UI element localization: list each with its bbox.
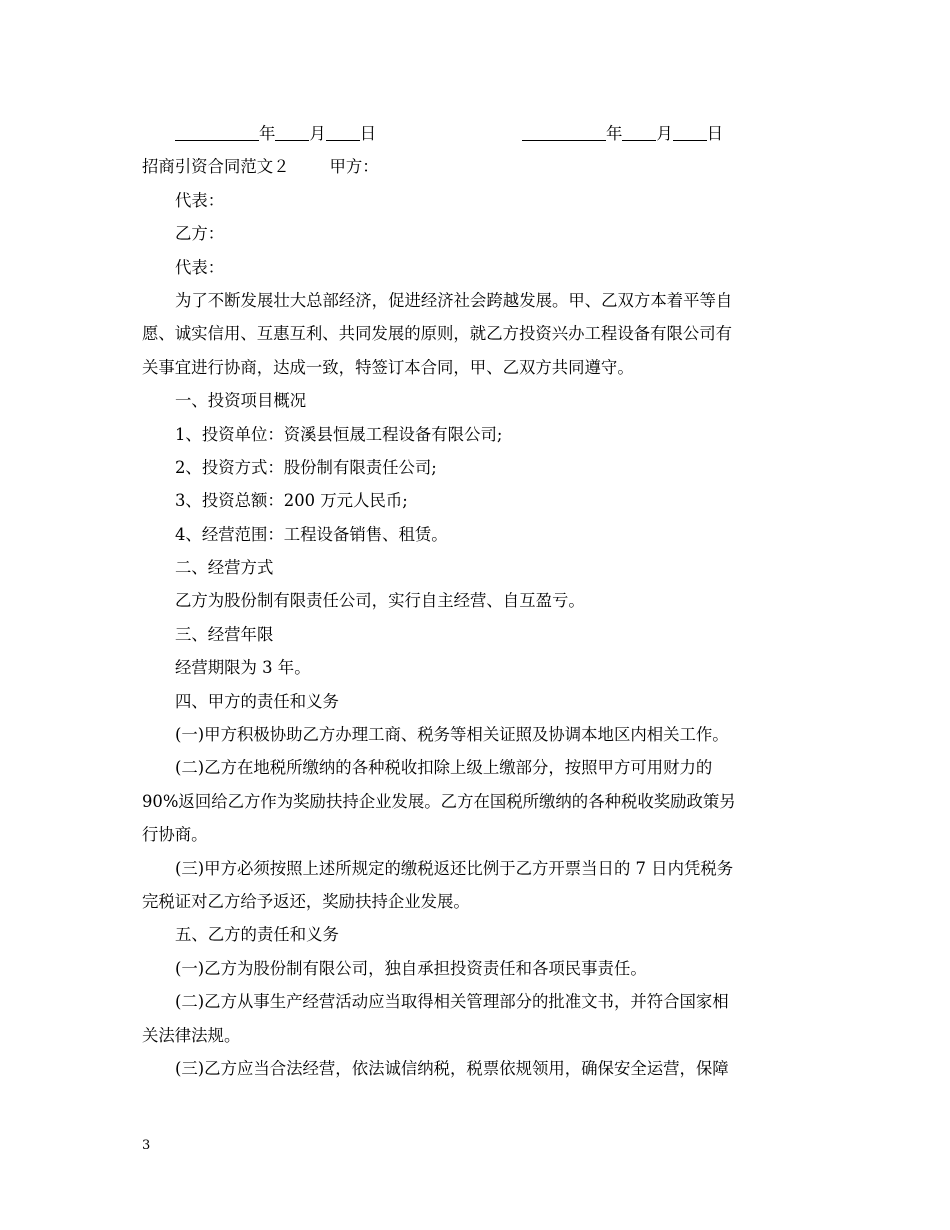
text-line: 四、甲方的责任和义务 <box>175 691 339 711</box>
day-label: 日 <box>706 124 724 143</box>
text-line: 一、投资项目概况 <box>175 391 307 411</box>
text-line: 经营期限为 3 年。 <box>175 658 311 678</box>
text-line: 2、投资方式：股份制有限责任公司; <box>175 457 437 477</box>
text-line: 4、经营范围：工程设备销售、租赁。 <box>175 524 448 544</box>
day-blank <box>326 120 360 141</box>
year-label: 年 <box>259 124 276 143</box>
text-line: 二、经营方式 <box>175 558 274 578</box>
text-line: 关法律法规。 <box>142 1025 241 1045</box>
text-line: 代表： <box>175 190 225 210</box>
text-line: 代表： <box>175 257 225 277</box>
text-line: (三)甲方必须按照上述所规定的缴税返还比例于乙方开票当日的 7 日内凭税务 <box>175 858 734 878</box>
document-text <box>142 184 825 1086</box>
month-label: 月 <box>309 124 326 143</box>
text-line: (二)乙方从事生产经营活动应当取得相关管理部分的批准文书，并符合国家相 <box>175 992 729 1012</box>
text-line: 90%返回给乙方作为奖励扶持企业发展。乙方在国税所缴纳的各种税收奖励政策另 <box>142 791 736 811</box>
day-blank <box>673 120 707 141</box>
text-line: 乙方为股份制有限责任公司，实行自主经营、自互盈亏。 <box>175 591 585 611</box>
text-line: (一)甲方积极协助乙方办理工商、税务等相关证照及协调本地区内相关工作。 <box>175 725 729 745</box>
month-blank <box>275 120 309 141</box>
text-line: 五、乙方的责任和义务 <box>175 925 339 945</box>
party-a-date <box>175 117 376 150</box>
document-body <box>142 117 825 1085</box>
month-blank <box>622 120 656 141</box>
text-line: 1、投资单位：资溪县恒晟工程设备有限公司; <box>175 424 503 444</box>
signature-date-row <box>142 117 825 150</box>
text-line: 关事宜进行协商，达成一致，特签订本合同，甲、乙双方共同遵守。 <box>142 357 634 377</box>
text-line: 愿、诚实信用、互惠互利、共同发展的原则，就乙方投资兴办工程设备有限公司有 <box>142 324 733 344</box>
text-line: (一)乙方为股份制有限公司，独自承担投资责任和各项民事责任。 <box>175 958 647 978</box>
text-line: (二)乙方在地税所缴纳的各种税收扣除上级上缴部分，按照甲方可用财力的 <box>175 758 713 778</box>
text-line: 完税证对乙方给予返还，奖励扶持企业发展。 <box>142 891 470 911</box>
text-line: 乙方： <box>175 224 225 244</box>
day-label: 日 <box>359 124 377 143</box>
text-line: (三)乙方应当合法经营，依法诚信纳税，税票依规领用，确保安全运营，保障 <box>175 1058 729 1078</box>
text-line: 3、投资总额：200 万元人民币; <box>175 491 408 511</box>
text-line: 为了不断发展壮大总部经济，促进经济社会跨越发展。甲、乙双方本着平等自 <box>175 290 733 310</box>
year-blank <box>522 120 606 141</box>
document-heading-line <box>142 150 825 183</box>
document-title: 招商引资合同范文２ <box>142 157 290 177</box>
party-a-label: 甲方： <box>329 157 379 177</box>
year-blank <box>175 120 259 141</box>
text-line: 行协商。 <box>142 825 208 845</box>
text-line: 三、经营年限 <box>175 624 274 644</box>
party-b-date <box>522 117 723 150</box>
year-label: 年 <box>606 124 623 143</box>
month-label: 月 <box>656 124 673 143</box>
page-number: 3 <box>142 1138 151 1153</box>
